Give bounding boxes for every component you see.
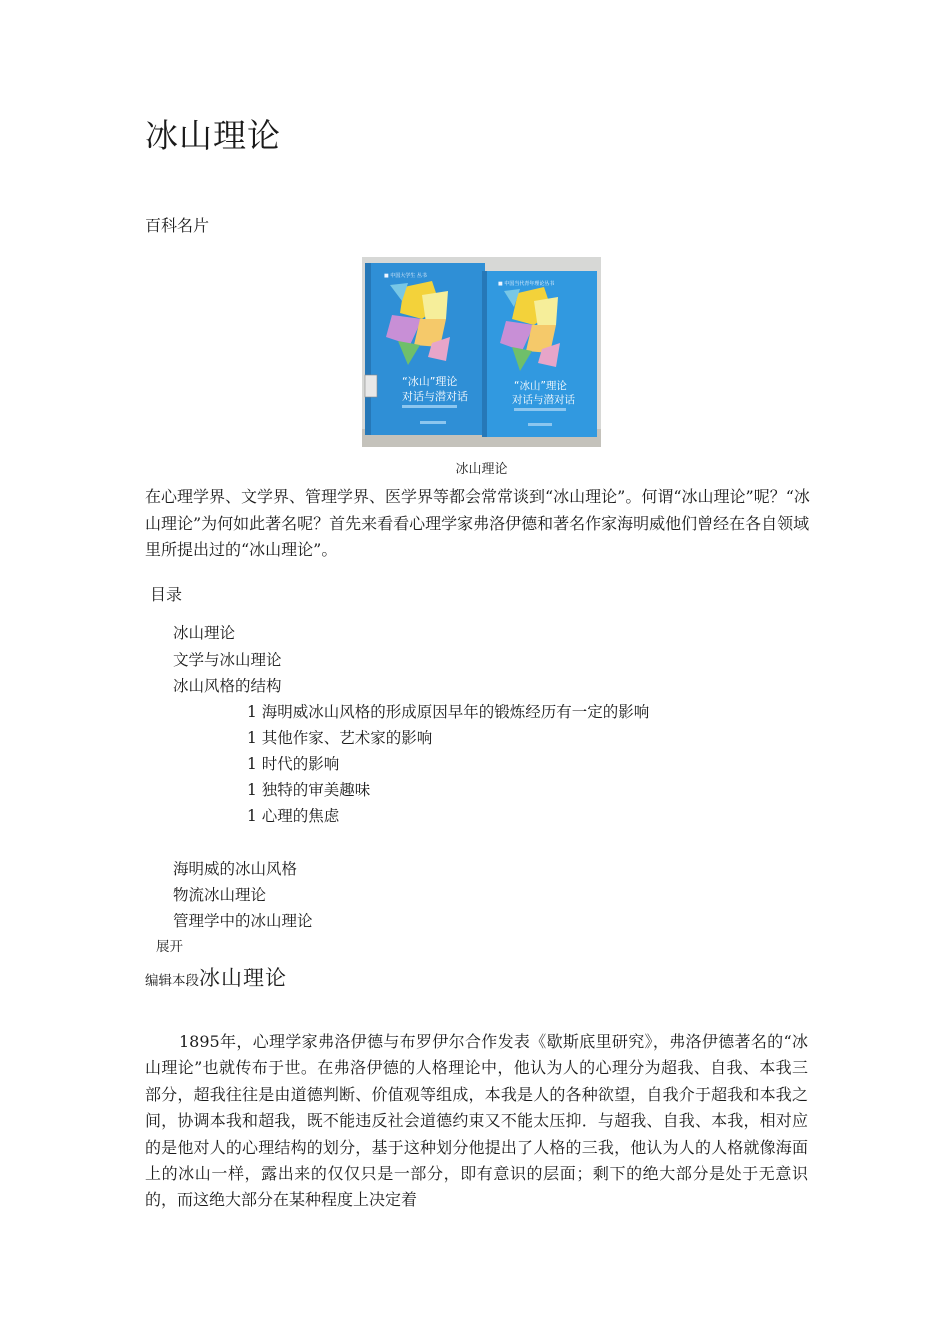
toc-subitem-era[interactable]: 1 时代的影响 [247,755,340,773]
toc-item-iceberg-theory[interactable]: 冰山理论 [173,624,236,642]
section-paragraph: 1895年，心理学家弗洛伊德与布罗伊尔合作发表《歇斯底里研究》，弗洛伊德著名的“冰山理论”也就传布于世。在弗洛伊德的人格理论中，他认为人的心理分为超我、自我、本我三部分，超我往往是由道德判断、价值观等组成，本我是人的各种欲望，自我介于超我和本我之间，协调本我和超我，既不能违反社会道德约束又不能太压抑．与超我、自我、本我，相对应的是他对人的心理结构的划分，基于这种划分他提出了人格的三我，他认为人的人格就像海面上的冰山一样，露出来的仅仅只是一部分，即有意识的层面；剩下的绝大部分是处于无意识的，而这绝大部分在某种程度上决定着 [145,1032,808,1210]
toc-item-logistics[interactable]: 物流冰山理论 [173,886,267,904]
toc-subitem-influence[interactable]: 1 其他作家、艺术家的影响 [247,729,433,747]
right-book-title-1: “冰山”理论 [514,380,567,392]
left-book-series: ■ 中国大学生 丛书 [384,273,427,279]
book-covers-illustration [362,257,601,447]
toc-item-management[interactable]: 管理学中的冰山理论 [173,912,313,930]
toc-expand-link[interactable]: 展开 [156,939,183,955]
edit-section-link[interactable]: 编辑本段 [145,973,199,989]
left-book [365,263,485,435]
toc-title: 目录 [150,585,183,604]
intro-paragraph: 在心理学界、文学界、管理学界、医学界等都会常常谈到“冰山理论”。何谓“冰山理论”呢？“冰山理论”为何如此著名呢？首先来看看心理学家弗洛伊德和著名作家海明威他们曾经在各自领域里所提出过的“冰山理论”。 [145,487,810,559]
left-book-title-2: 对话与潜对话 [402,390,468,403]
toc-subitem-anxiety[interactable]: 1 心理的焦虑 [247,807,340,825]
toc-item-literature[interactable]: 文学与冰山理论 [173,651,282,669]
right-book-series: ■ 中国当代青年理论丛书 [498,281,555,287]
section-heading: 冰山理论 [199,966,287,990]
toc-item-hemingway-style[interactable]: 海明威的冰山风格 [173,860,298,878]
book-cover-photo [362,257,601,447]
section-header [145,962,287,992]
toc-subitem-aesthetic[interactable]: 1 独特的审美趣味 [247,781,371,799]
left-book-title-1: “冰山”理论 [402,375,458,388]
card-label: 百科名片 [145,216,210,235]
toc-item-structure[interactable]: 冰山风格的结构 [173,677,282,695]
right-book-title-2: 对话与潜对话 [512,394,575,406]
page-title: 冰山理论 [145,116,281,155]
right-book [482,271,597,437]
toc-subitem-formation[interactable]: 1 海明威冰山风格的形成原因早年的锻炼经历有一定的影响 [247,703,650,721]
image-caption: 冰山理论 [455,462,508,477]
